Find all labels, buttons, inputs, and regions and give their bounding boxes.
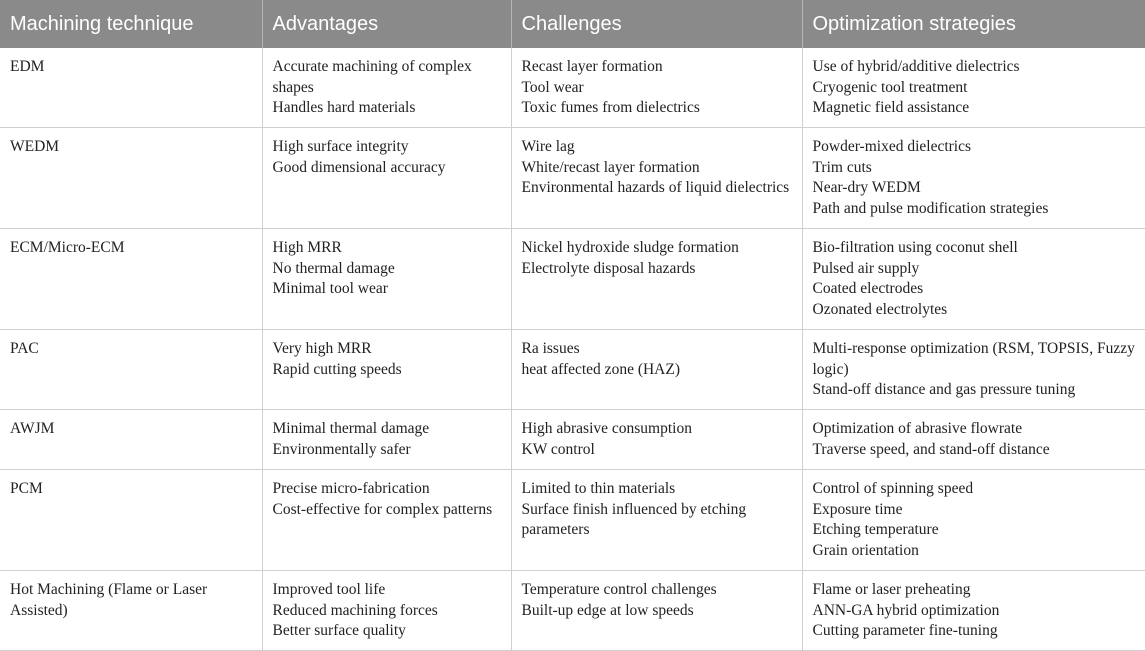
technique-cell [0, 571, 262, 651]
advantages-cell [262, 229, 511, 330]
challenges-cell [511, 128, 802, 229]
table-row [0, 229, 1145, 330]
advantage-item: No thermal damage [272, 259, 395, 277]
strategy-item: Trim cuts [812, 158, 872, 176]
advantages-cell [262, 128, 511, 229]
challenge-item: Recast layer formation [521, 58, 663, 75]
header-machining-technique: Machining technique [0, 0, 262, 48]
table-header [0, 0, 1145, 48]
advantage-item: Handles hard materials [272, 99, 416, 116]
challenges-cell [511, 229, 802, 330]
challenge-item: Nickel hydroxide sludge formation [521, 239, 739, 256]
strategies-cell [802, 470, 1145, 571]
table-row [0, 128, 1145, 229]
advantage-item: High MRR [272, 239, 342, 256]
advantage-item: Environmentally safer [272, 440, 411, 458]
strategy-item: Ozonated electrolytes [812, 300, 948, 318]
advantages-cell [262, 470, 511, 571]
technique-cell [0, 470, 262, 571]
technique-name: PCM [10, 480, 43, 497]
challenge-item: Built-up edge at low speeds [521, 601, 694, 619]
strategy-item: Grain orientation [812, 541, 919, 559]
challenge-item: Ra issues [521, 340, 580, 357]
header-advantages: Advantages [262, 0, 511, 48]
challenge-item: Wire lag [521, 138, 575, 155]
advantages-cell [262, 48, 511, 128]
advantages-cell [262, 571, 511, 651]
strategies-cell [802, 48, 1145, 128]
advantage-item: Minimal tool wear [272, 280, 388, 297]
header-optimization-strategies: Optimization strategies [802, 0, 1145, 48]
table-row [0, 48, 1145, 128]
strategies-cell [802, 128, 1145, 229]
challenge-item: Limited to thin materials [521, 480, 676, 497]
strategy-item: Use of hybrid/additive dielectrics [812, 58, 1020, 75]
challenge-item: White/recast layer formation [521, 158, 700, 176]
strategy-item: Bio-filtration using coconut shell [812, 239, 1018, 256]
advantage-item: Very high MRR [272, 340, 372, 357]
strategies-cell [802, 229, 1145, 330]
strategy-item: Multi-response optimization (RSM, TOPSIS, Fuzzy logic) [812, 340, 1135, 378]
challenge-item: High abrasive consumption [521, 420, 692, 437]
table-row [0, 330, 1145, 410]
strategies-cell [802, 571, 1145, 651]
challenge-item: Temperature control challenges [521, 581, 717, 598]
challenge-item: Toxic fumes from dielectrics [521, 99, 700, 116]
challenge-item: Environmental hazards of liquid dielectrics [521, 179, 790, 196]
strategy-item: Optimization of abrasive flowrate [812, 420, 1023, 437]
challenges-cell [511, 48, 802, 128]
strategy-item: Pulsed air supply [812, 259, 920, 277]
advantage-item: Improved tool life [272, 581, 386, 598]
advantage-item: High surface integrity [272, 138, 409, 155]
strategy-item: Exposure time [812, 500, 903, 518]
advantages-cell [262, 330, 511, 410]
challenge-item: KW control [521, 440, 595, 458]
strategy-item: Magnetic field assistance [812, 99, 970, 116]
technique-cell [0, 48, 262, 128]
challenges-cell [511, 330, 802, 410]
table-row [0, 571, 1145, 651]
strategies-cell [802, 330, 1145, 410]
challenges-cell [511, 571, 802, 651]
technique-cell [0, 229, 262, 330]
challenges-cell [511, 470, 802, 571]
technique-cell [0, 410, 262, 470]
strategy-item: Coated electrodes [812, 280, 924, 297]
header-challenges: Challenges [511, 0, 802, 48]
advantage-item: Cost-effective for complex patterns [272, 500, 493, 518]
technique-cell [0, 128, 262, 229]
challenge-item: Tool wear [521, 78, 584, 96]
advantage-item: Minimal thermal damage [272, 420, 430, 437]
strategy-item: Path and pulse modification strategies [812, 199, 1049, 217]
advantage-item: Reduced machining forces [272, 601, 438, 619]
table-row [0, 470, 1145, 571]
challenge-item: Surface finish influenced by etching parameters [521, 500, 747, 538]
strategy-item: Control of spinning speed [812, 480, 974, 497]
strategies-cell [802, 410, 1145, 470]
strategy-item: Cryogenic tool treatment [812, 78, 968, 96]
technique-name: AWJM [10, 420, 55, 437]
strategy-item: ANN-GA hybrid optimization [812, 601, 1000, 619]
advantage-item: Precise micro-fabrication [272, 480, 430, 497]
advantages-cell [262, 410, 511, 470]
challenge-item: Electrolyte disposal hazards [521, 259, 696, 277]
header-row [0, 0, 1145, 48]
strategy-item: Near-dry WEDM [812, 179, 921, 196]
advantage-item: Rapid cutting speeds [272, 360, 402, 378]
challenges-cell [511, 410, 802, 470]
strategy-item: Traverse speed, and stand-off distance [812, 440, 1050, 458]
table-row [0, 410, 1145, 470]
advantage-item: Good dimensional accuracy [272, 158, 446, 176]
technique-name: ECM/Micro-ECM [10, 239, 125, 256]
strategy-item: Etching temperature [812, 521, 939, 538]
technique-name: EDM [10, 58, 45, 75]
strategy-item: Flame or laser preheating [812, 581, 971, 598]
technique-cell [0, 330, 262, 410]
technique-name: Hot Machining (Flame or Laser Assisted) [10, 581, 208, 619]
challenge-item: heat affected zone (HAZ) [521, 360, 680, 378]
advantage-item: Accurate machining of complex shapes [272, 58, 472, 96]
technique-name: WEDM [10, 138, 60, 155]
advantage-item: Better surface quality [272, 622, 406, 639]
technique-name: PAC [10, 340, 39, 357]
strategy-item: Stand-off distance and gas pressure tuning [812, 381, 1076, 398]
strategy-item: Cutting parameter fine-tuning [812, 622, 998, 639]
strategy-item: Powder-mixed dielectrics [812, 138, 972, 155]
